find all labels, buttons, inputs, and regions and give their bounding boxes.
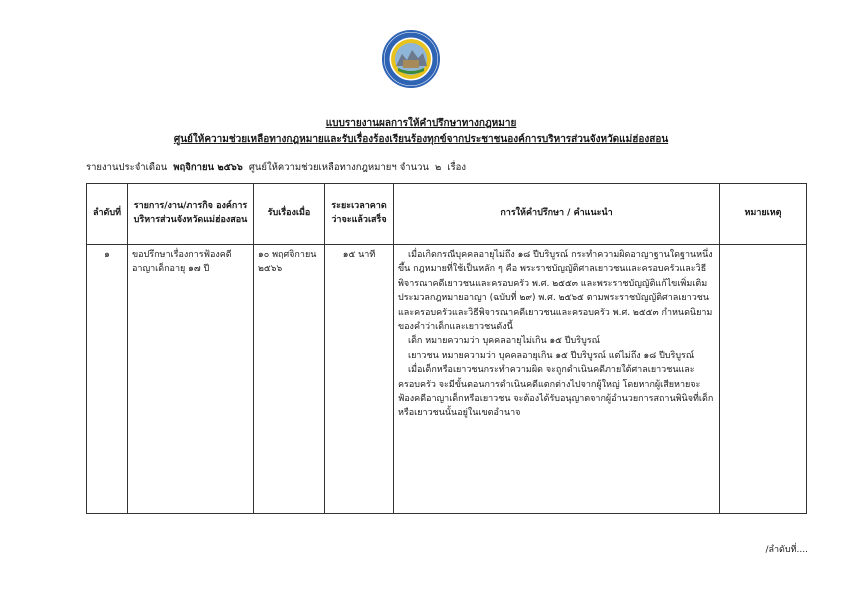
cell-note [720, 245, 807, 514]
report-prefix: รายงานประจำเดือน [86, 162, 168, 173]
cell-advice [394, 245, 720, 514]
cell-received: ๑๐ พฤศจิกายน ๒๕๖๖ [254, 245, 325, 514]
header-note: หมายเหตุ [720, 184, 807, 245]
report-middle: ศูนย์ให้ความช่วยเหลือทางกฎหมายฯ จำนวน [248, 162, 429, 173]
header-item: รายการ/งาน/ภารกิจ องค์การบริหารส่วนจังหวัดแม่ฮ่องสอน [128, 184, 254, 245]
report-subtitle: ศูนย์ให้ความช่วยเหลือทางกฎหมายและรับเรื่องร้องเรียนร้องทุกข์จากประชาชนองค์การบริหารส่วนจังหวัดแม่ฮ่องสอน [173, 134, 669, 145]
continuation-note: /ลำดับที่.... [765, 545, 808, 555]
header-no: ลำดับที่ [87, 184, 128, 245]
cell-duration: ๑๕ นาที [325, 245, 394, 514]
header-advice: การให้คำปรึกษา / คำแนะนำ [394, 184, 720, 245]
header-duration: ระยะเวลาคาดว่าจะแล้วเสร็จ [325, 184, 394, 245]
report-count: ๒ [434, 162, 442, 173]
cell-no: ๑ [87, 245, 128, 514]
table-header-row [87, 184, 807, 245]
report-suffix: เรื่อง [447, 162, 466, 173]
table-row [87, 245, 807, 514]
cell-item: ขอปรึกษาเรื่องการฟ้องคดีอาญาเด็กอายุ ๑๗ ปี [128, 245, 254, 514]
advice-paragraph: เมื่อเกิดกรณีบุคคลอายุไม่ถึง ๑๘ ปีบริบูรณ์ กระทำความผิดอาญาฐานใดฐานหนึ่งขึ้น กฎหมายที่ใช้เป็นหลัก ๆ คือ พระราชบัญญัติศาลเยาวชนและครอบครัวและวิธีพิจารณาคดีเยาวชนและครอบครัว พ.ศ. ๒๕๕๓ และพระราชบัญญัติแก้ไขเพิ่มเติมประมวลกฎหมายอาญา (ฉบับที่ ๒๙) พ.ศ. ๒๕๖๕ ตามพระราชบัญญัติศาลเยาวชนและครอบครัวและวิธีพิจารณาคดีเยาวชนและครอบครัว พ.ศ. ๒๕๕๓ กำหนดนิยามของคำว่าเด็กและเยาวชนดังนี้ [398, 250, 713, 332]
header-received: รับเรื่องเมื่อ [254, 184, 325, 245]
report-title: แบบรายงานผลการให้คำปรึกษาทางกฎหมาย [325, 118, 517, 129]
advice-paragraph: เมื่อเด็กหรือเยาวชนกระทำความผิด จะถูกดำเนินคดีภายใต้ศาลเยาวชนและครอบครัว จะมีขั้นตอนการดำเนินคดีแตกต่างไปจากผู้ใหญ่ โดยหากผู้เสียหายจะฟ้องคดีอาญาเด็กหรือเยาวชน จะต้องได้รับอนุญาตจากผู้อำนวยการสถานพินิจที่เด็กหรือเยาวชนนั้นอยู่ในเขตอำนาจ [398, 365, 714, 419]
provincial-seal-icon [382, 30, 440, 88]
report-month: พฤจิกายน ๒๕๖๖ [173, 162, 243, 173]
report-summary-line [86, 160, 466, 175]
report-table [86, 183, 807, 514]
advice-paragraph: เยาวชน หมายความว่า บุคคลอายุเกิน ๑๕ ปีบริบูรณ์ แต่ไม่ถึง ๑๘ ปีบริบูรณ์ [408, 350, 695, 361]
advice-paragraph: เด็ก หมายความว่า บุคคลอายุไม่เกิน ๑๕ ปีบริบูรณ์ [408, 336, 600, 347]
